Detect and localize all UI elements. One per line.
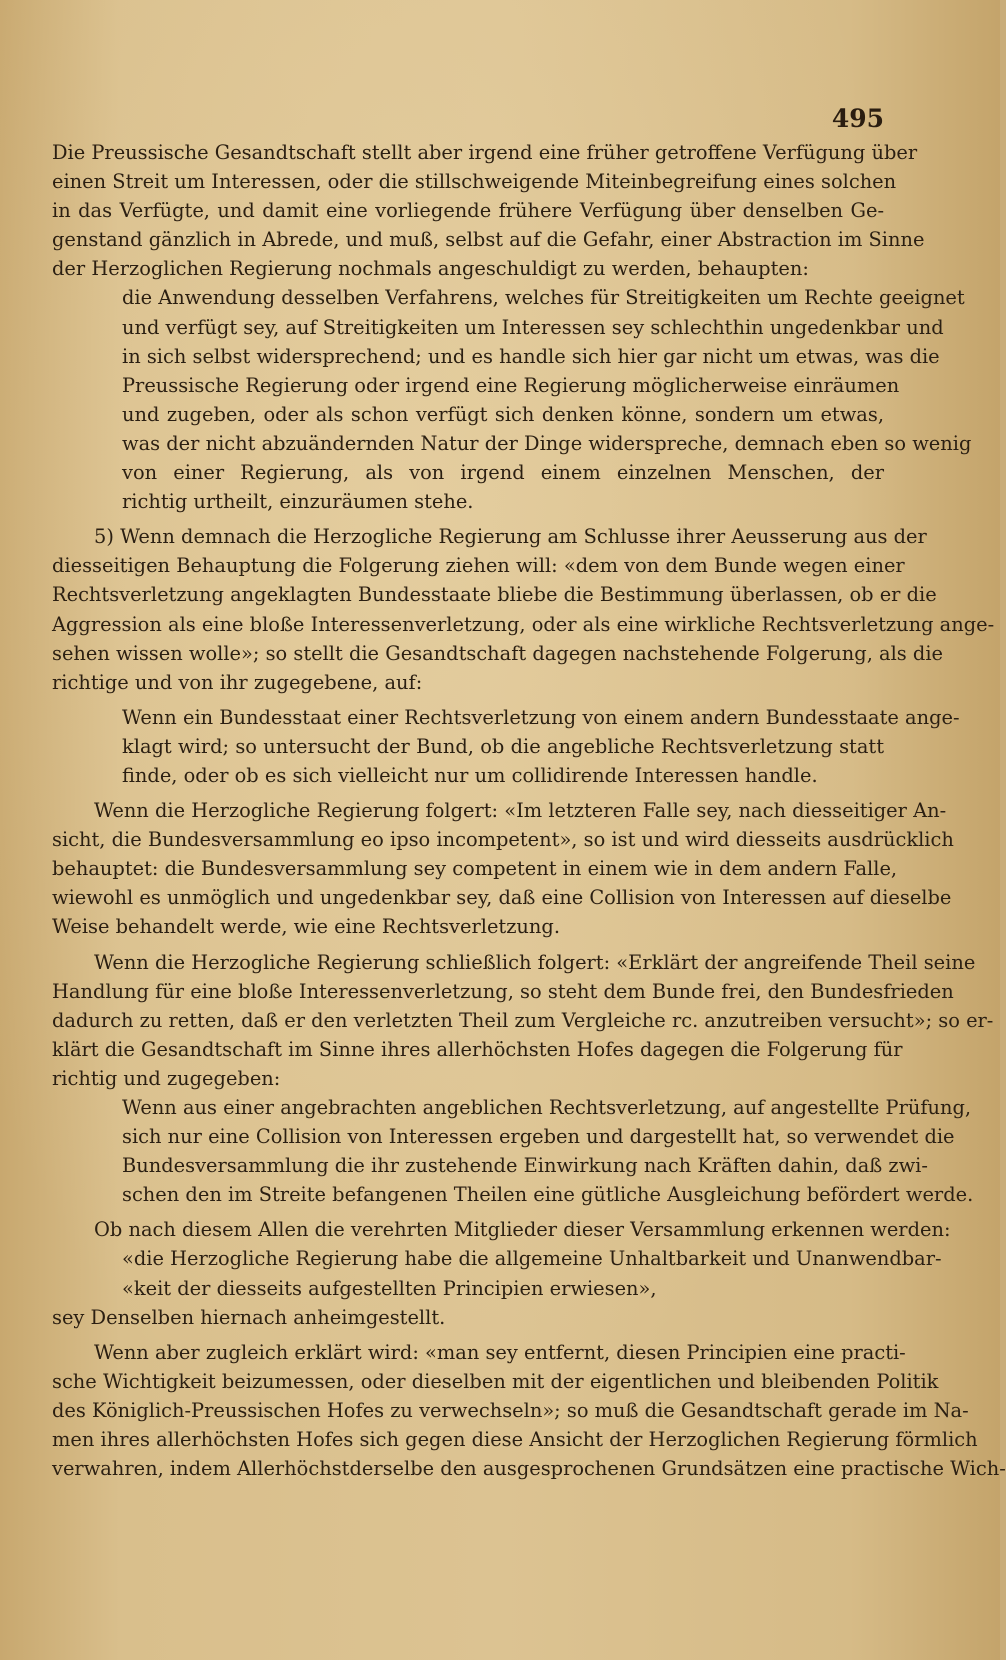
text-line: in sich selbst widersprechend; und es handle sich hier gar nicht um etwas, was die [122,344,940,368]
text-line: Wenn aber zugleich erklärt wird: «man sey entfernt, diesen Principien eine practi- [94,1340,906,1364]
text-line: in das Verfügte, und damit eine vorliegende frühere Verfügung über denselben Ge- [52,199,884,223]
text-line: die Anwendung desselben Verfahrens, welches für Streitigkeiten um Rechte geeignet [122,286,965,310]
text-line: und zugeben, oder als schon verfügt sich denken könne, sondern um etwas, [122,402,884,426]
text-line: Wenn ein Bundesstaat einer Rechtsverletzung von einem andern Bundesstaate ange- [122,705,960,729]
text-line: sehen wissen wolle»; so stellt die Gesandtschaft dagegen nachstehende Folgerung, als die [52,641,943,665]
text-line: Weise behandelt werde, wie eine Rechtsverletzung. [52,915,560,939]
text-line: Ob nach diesem Allen die verehrten Mitglieder dieser Versammlung erkennen werden: [94,1218,951,1242]
text-line: einen Streit um Interessen, oder die stillschweigende Miteinbegreifung eines solchen [52,170,897,194]
text-line: finde, oder ob es sich vielleicht nur um collidirende Interessen handle. [122,763,818,787]
text-line: Preussische Regierung oder irgend eine Regierung möglicherweise einräumen [122,373,900,397]
text-line: behauptet: die Bundesversammlung sey competent in einem wie in dem andern Falle, [52,857,898,881]
text-line: Wenn die Herzogliche Regierung schließlich folgert: «Erklärt der angreifende Theil seine [94,950,976,974]
text-line: was der nicht abzuändernden Natur der Dinge widerspreche, demnach eben so wenig [122,431,972,455]
text-line: verwahren, indem Allerhöchstderselbe den ausgesprochenen Grundsätzen eine practische Wich- [52,1457,1006,1481]
text-line: «die Herzogliche Regierung habe die allgemeine Unhaltbarkeit und Unanwendbar- [122,1247,942,1271]
text-line: richtige und von ihr zugegebene, auf: [52,670,423,694]
text-line: und verfügt sey, auf Streitigkeiten um Interessen sey schlechthin ungedenkbar und [122,315,944,339]
text-line: richtig urtheilt, einzuräumen stehe. [122,490,474,514]
text-line: men ihres allerhöchsten Hofes sich gegen diese Ansicht der Herzoglichen Regierung förmlich [52,1428,978,1452]
text-line: genstand gänzlich in Abrede, und muß, selbst auf die Gefahr, einer Abstraction im Sinne [52,228,925,252]
text-line: Die Preussische Gesandtschaft stellt aber irgend eine früher getroffene Verfügung über [52,141,918,164]
text-line: wiewohl es unmöglich und ungedenkbar sey, daß eine Collision von Interessen auf dieselbe [52,886,952,910]
text-line: schen den im Streite befangenen Theilen eine gütliche Ausgleichung befördert werde. [122,1183,974,1207]
text-line: der Herzoglichen Regierung nochmals angeschuldigt zu werden, behaupten: [52,257,809,281]
text-line: diesseitigen Behauptung die Folgerung ziehen will: «dem von dem Bunde wegen einer [52,554,905,578]
text-line: klärt die Gesandtschaft im Sinne ihres allerhöchsten Hofes dagegen die Folgerung für [52,1037,903,1061]
text-line: sey Denselben hiernach anheimgestellt. [52,1305,446,1329]
text-line: 5) Wenn demnach die Herzogliche Regierung am Schlusse ihrer Aeusserung aus der [94,525,927,549]
page-body-text [52,138,1006,1483]
text-line: richtig und zugegeben: [52,1066,281,1090]
text-line: Rechtsverletzung angeklagten Bundesstaate bliebe die Bestimmung überlassen, ob er die [52,583,937,607]
text-line: Wenn die Herzogliche Regierung folgert: «Im letzteren Falle sey, nach diesseitiger An- [94,799,947,823]
text-line: dadurch zu retten, daß er den verletzten Theil zum Vergleiche rc. anzutreiben versucht»; so er- [52,1008,994,1032]
text-line: Aggression als eine bloße Interessenverletzung, oder als eine wirkliche Rechtsverletzung ange- [52,612,995,636]
text-line: sche Wichtigkeit beizumessen, oder dieselben mit der eigentlichen und bleibenden Politik [52,1369,939,1393]
text-line: von einer Regierung, als von irgend einem einzelnen Menschen, der [122,461,884,485]
text-line: «keit der diesseits aufgestellten Principien erwiesen», [122,1276,657,1300]
text-line: Wenn aus einer angebrachten angeblichen Rechtsverletzung, auf angestellte Prüfung, [122,1096,972,1119]
text-line: sich nur eine Collision von Interessen ergeben und dargestellt hat, so verwendet die [122,1125,955,1149]
text-line: sicht, die Bundesversammlung eo ipso incompetent», so ist und wird diesseits ausdrücklich [52,828,954,852]
text-line: des Königlich-Preussischen Hofes zu verwechseln»; so muß die Gesandtschaft gerade im Na- [52,1398,969,1422]
page-number: 495 [831,104,884,133]
text-line: Handlung für eine bloße Interessenverletzung, so steht dem Bunde frei, den Bundesfrieden [52,979,954,1003]
text-line: klagt wird; so untersucht der Bund, ob die angebliche Rechtsverletzung statt [122,734,884,758]
text-line: Bundesversammlung die ihr zustehende Einwirkung nach Kräften dahin, daß zwi- [122,1154,928,1178]
